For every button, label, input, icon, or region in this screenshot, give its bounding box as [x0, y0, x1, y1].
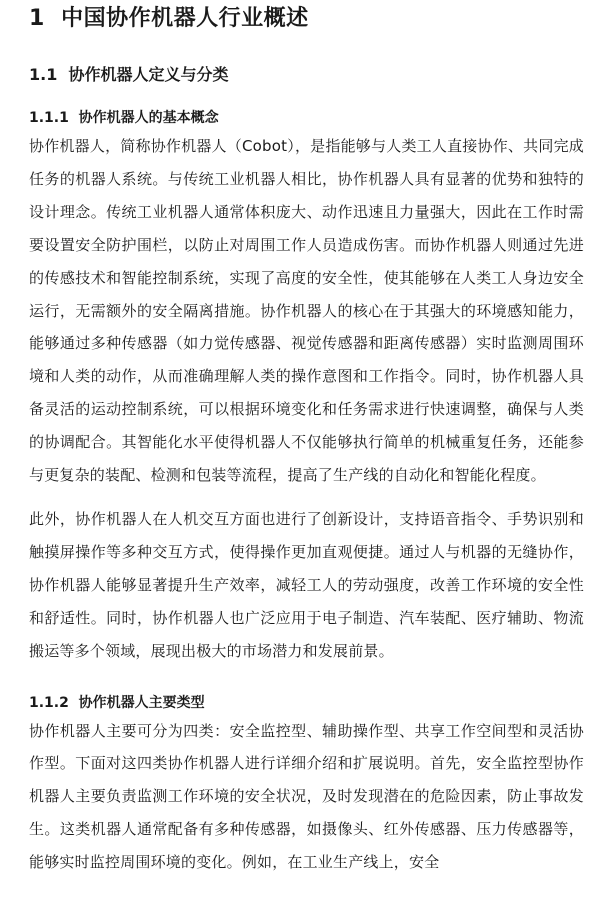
- section-title: 协作机器人定义与分类: [68, 65, 229, 84]
- subsection-number: 1.1.1: [29, 110, 69, 126]
- subsection-heading: [29, 107, 584, 129]
- body-paragraph: 此外，协作机器人在人机交互方面也进行了创新设计，支持语音指令、手势识别和触摸屏操作等多种交互方式，使得操作更加直观便捷。通过人与机器的无缝协作，协作机器人能够显著提升生产效率，减轻工人的劳动强度，改善工作环境的安全性和舒适性。同时，协作机器人也广泛应用于电子制造、汽车装配、医疗辅助、物流搬运等多个领域，展现出极大的市场潜力和发展前景。: [29, 509, 584, 660]
- chapter-number: 1: [29, 6, 45, 31]
- subsection-basic-concept: [29, 107, 584, 668]
- chapter-heading: [29, 0, 584, 34]
- section-number: 1.1: [29, 65, 58, 84]
- body-paragraph: 协作机器人主要可分为四类：安全监控型、辅助操作型、共享工作空间型和灵活协作型。下面对这四类协作机器人进行详细介绍和扩展说明。首先，安全监控型协作机器人主要负责监测工作环境的安全状况，及时发现潜在的危险因素，防止事故发生。这类机器人通常配备有多种传感器，如摄像头、红外传感器、压力传感器等，能够实时监控周围环境的变化。例如，在工业生产线上，安全: [29, 721, 584, 872]
- body-paragraph: 协作机器人，简称协作机器人（Cobot），是指能够与人类工人直接协作、共同完成任务的机器人系统。与传统工业机器人相比，协作机器人具有显著的优势和独特的设计理念。传统工业机器人通常体积庞大、动作迅速且力量强大，因此在工作时需要设置安全防护围栏，以防止对周围工作人员造成伤害。而协作机器人则通过先进的传感技术和智能控制系统，实现了高度的安全性，使其能够在人类工人身边安全运行，无需额外的安全隔离措施。协作机器人的核心在于其强大的环境感知能力，能够通过多种传感器（如力觉传感器、视觉传感器和距离传感器）实时监测周围环境和人类的动作，从而准确理解人类的操作意图和工作指令。同时，协作机器人具备灵活的运动控制系统，可以根据环境变化和任务需求进行快速调整，确保与人类的协调配合。其智能化水平使得机器人不仅能够执行简单的机械重复任务，还能参与更复杂的装配、检测和包装等流程，提高了生产线的自动化和智能化程度。: [29, 137, 584, 485]
- section-heading: [29, 63, 584, 87]
- subsection-main-types: [29, 692, 584, 880]
- chapter-title: 中国协作机器人行业概述: [61, 6, 309, 31]
- subsection-title: 协作机器人的基本概念: [78, 110, 219, 126]
- subsection-heading: [29, 692, 584, 714]
- subsection-number: 1.1.2: [29, 694, 69, 711]
- subsection-title: 协作机器人主要类型: [78, 694, 205, 711]
